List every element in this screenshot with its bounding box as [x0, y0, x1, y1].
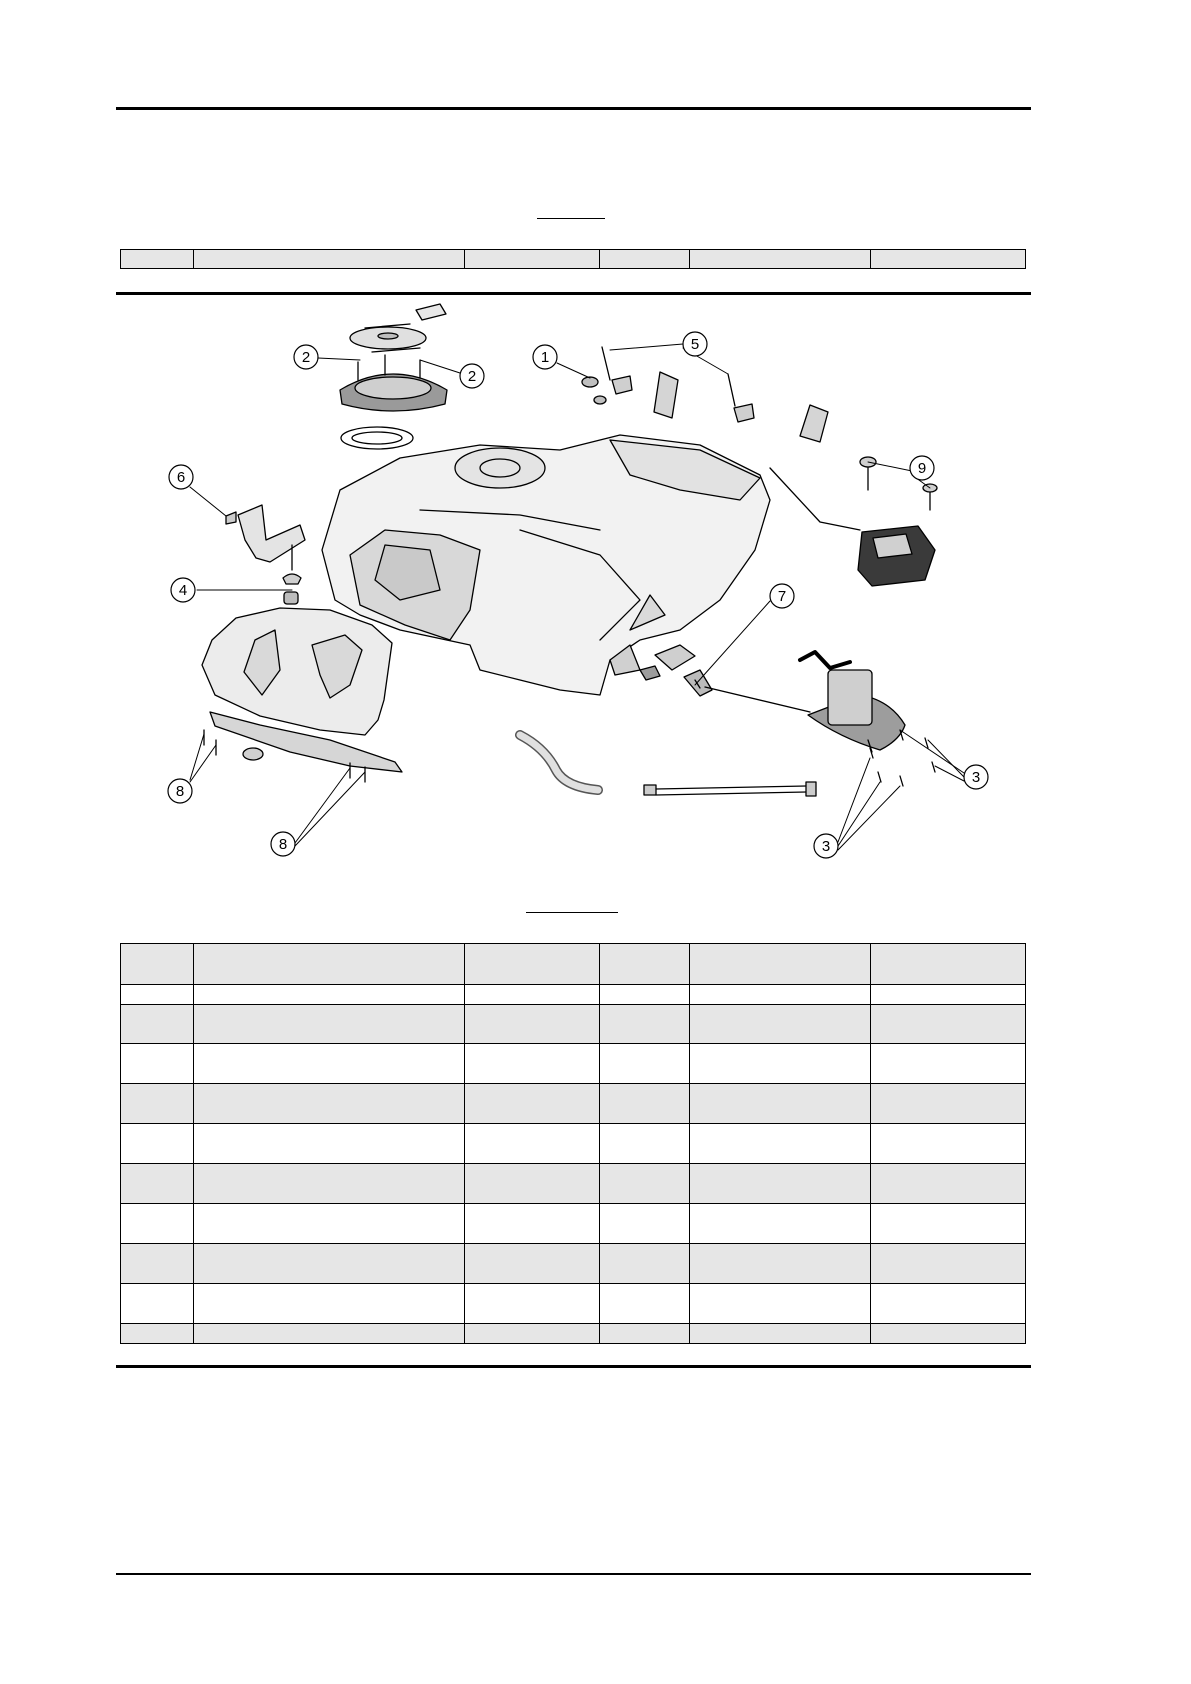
table-cell: [871, 1124, 1026, 1164]
callout-2: [294, 345, 318, 369]
table-cell: [600, 1044, 690, 1084]
top-table-cell: [690, 250, 871, 269]
callout-label: 3: [971, 769, 981, 786]
callout-label: 8: [278, 836, 288, 853]
table-cell: [690, 1204, 871, 1244]
table-cell: [194, 1005, 465, 1044]
table-cell: [194, 1324, 465, 1344]
callout-label: 7: [777, 588, 787, 605]
table-cell: [465, 1044, 600, 1084]
callout-5: [683, 332, 707, 356]
callout-3: [964, 765, 988, 789]
parts-table-header: [121, 944, 1026, 985]
table-cell: [465, 1164, 600, 1204]
callout-2: [460, 364, 484, 388]
callout-label: 6: [176, 469, 186, 486]
top-table-cell: [600, 250, 690, 269]
table-cell: [690, 1284, 871, 1324]
table-cell: [871, 1204, 1026, 1244]
table-row: [121, 1124, 1026, 1164]
callout-1: [533, 345, 557, 369]
ecu-box: [770, 457, 937, 586]
callout-label: 2: [467, 368, 477, 385]
parts-list-title-underline: [526, 912, 618, 913]
top-table-cell: [121, 250, 194, 269]
fuel-tank-exploded-diagram: [0, 300, 1191, 890]
table-cell: [121, 1164, 194, 1204]
table-row: [121, 985, 1026, 1005]
footer-rule: [116, 1573, 1031, 1575]
table-cell: [690, 1324, 871, 1344]
table-cell: [121, 1324, 194, 1344]
table-cell: [465, 1284, 600, 1324]
table-cell: [600, 1164, 690, 1204]
callout-label: 8: [175, 783, 185, 800]
front-cover-panel: [202, 608, 402, 772]
table-cell: [465, 1324, 600, 1344]
header-cell: [465, 944, 600, 985]
table-cell: [194, 1244, 465, 1284]
table-cell: [690, 1124, 871, 1164]
callout-label: 3: [821, 838, 831, 855]
table-row: [121, 1084, 1026, 1124]
callout-6: [169, 465, 193, 489]
callout-label: 5: [690, 336, 700, 353]
table-cell: [465, 1084, 600, 1124]
table-cell: [465, 1005, 600, 1044]
table-cell: [465, 1204, 600, 1244]
table-divider-rule: [116, 292, 1031, 295]
header-rule: [116, 107, 1031, 110]
table-cell: [600, 1005, 690, 1044]
callout-label: 4: [178, 582, 188, 599]
table-row: [121, 1204, 1026, 1244]
callout-label: 1: [540, 349, 550, 366]
table-cell: [871, 1244, 1026, 1284]
table-cell: [871, 1005, 1026, 1044]
bolt-bushing: [283, 545, 301, 604]
table-cell: [465, 1244, 600, 1284]
section-title-underline: [537, 218, 605, 219]
table-cell: [600, 1324, 690, 1344]
table-end-rule: [116, 1365, 1031, 1368]
table-cell: [121, 1284, 194, 1324]
table-cell: [194, 1124, 465, 1164]
header-cell: [690, 944, 871, 985]
callout-8: [168, 779, 192, 803]
table-row: [121, 1324, 1026, 1344]
table-cell: [871, 1164, 1026, 1204]
table-cell: [600, 1124, 690, 1164]
table-row: [121, 1284, 1026, 1324]
header-cell: [871, 944, 1026, 985]
table-cell: [194, 1164, 465, 1204]
table-row: [121, 1044, 1026, 1084]
table-cell: [600, 985, 690, 1005]
top-table-cell: [194, 250, 465, 269]
header-cell: [600, 944, 690, 985]
table-cell: [194, 1204, 465, 1244]
callout-label: 9: [917, 460, 927, 477]
table-cell: [194, 1044, 465, 1084]
parts-table: [120, 943, 1026, 1344]
table-cell: [690, 1044, 871, 1084]
table-cell: [600, 1244, 690, 1284]
table-row: [121, 1244, 1026, 1284]
table-cell: [690, 1164, 871, 1204]
header-cell: [194, 944, 465, 985]
fuel-pump-assembly: [684, 652, 905, 752]
bolts-and-clips-5: [602, 347, 828, 442]
filler-cap-assembly: [340, 304, 447, 449]
table-cell: [690, 985, 871, 1005]
callout-4: [171, 578, 195, 602]
table-cell: [121, 985, 194, 1005]
table-cell: [690, 1084, 871, 1124]
table-cell: [600, 1084, 690, 1124]
table-cell: [690, 1244, 871, 1284]
table-cell: [121, 1084, 194, 1124]
table-cell: [121, 1005, 194, 1044]
table-cell: [871, 1084, 1026, 1124]
fuel-line: [644, 782, 816, 796]
top-table-cell: [871, 250, 1026, 269]
top-table-cell: [465, 250, 600, 269]
table-cell: [871, 985, 1026, 1005]
table-cell: [121, 1044, 194, 1084]
callout-label: 2: [301, 349, 311, 366]
table-cell: [871, 1044, 1026, 1084]
table-cell: [871, 1284, 1026, 1324]
table-cell: [465, 985, 600, 1005]
table-row: [121, 1005, 1026, 1044]
table-cell: [465, 1124, 600, 1164]
table-cell: [194, 985, 465, 1005]
table-cell: [121, 1204, 194, 1244]
table-cell: [194, 1084, 465, 1124]
top-table-row: [121, 250, 1026, 269]
table-cell: [690, 1005, 871, 1044]
mounting-bracket: [226, 505, 305, 562]
washer-1: [582, 377, 606, 404]
table-cell: [194, 1284, 465, 1324]
callout-7: [770, 584, 794, 608]
top-info-table: [120, 249, 1026, 269]
table-row: [121, 1164, 1026, 1204]
header-cell: [121, 944, 194, 985]
table-cell: [600, 1204, 690, 1244]
callout-9: [910, 456, 934, 480]
fuel-hose: [520, 735, 598, 790]
table-cell: [871, 1324, 1026, 1344]
table-cell: [121, 1124, 194, 1164]
callout-3: [814, 834, 838, 858]
table-cell: [121, 1244, 194, 1284]
table-cell: [600, 1284, 690, 1324]
callout-8: [271, 832, 295, 856]
